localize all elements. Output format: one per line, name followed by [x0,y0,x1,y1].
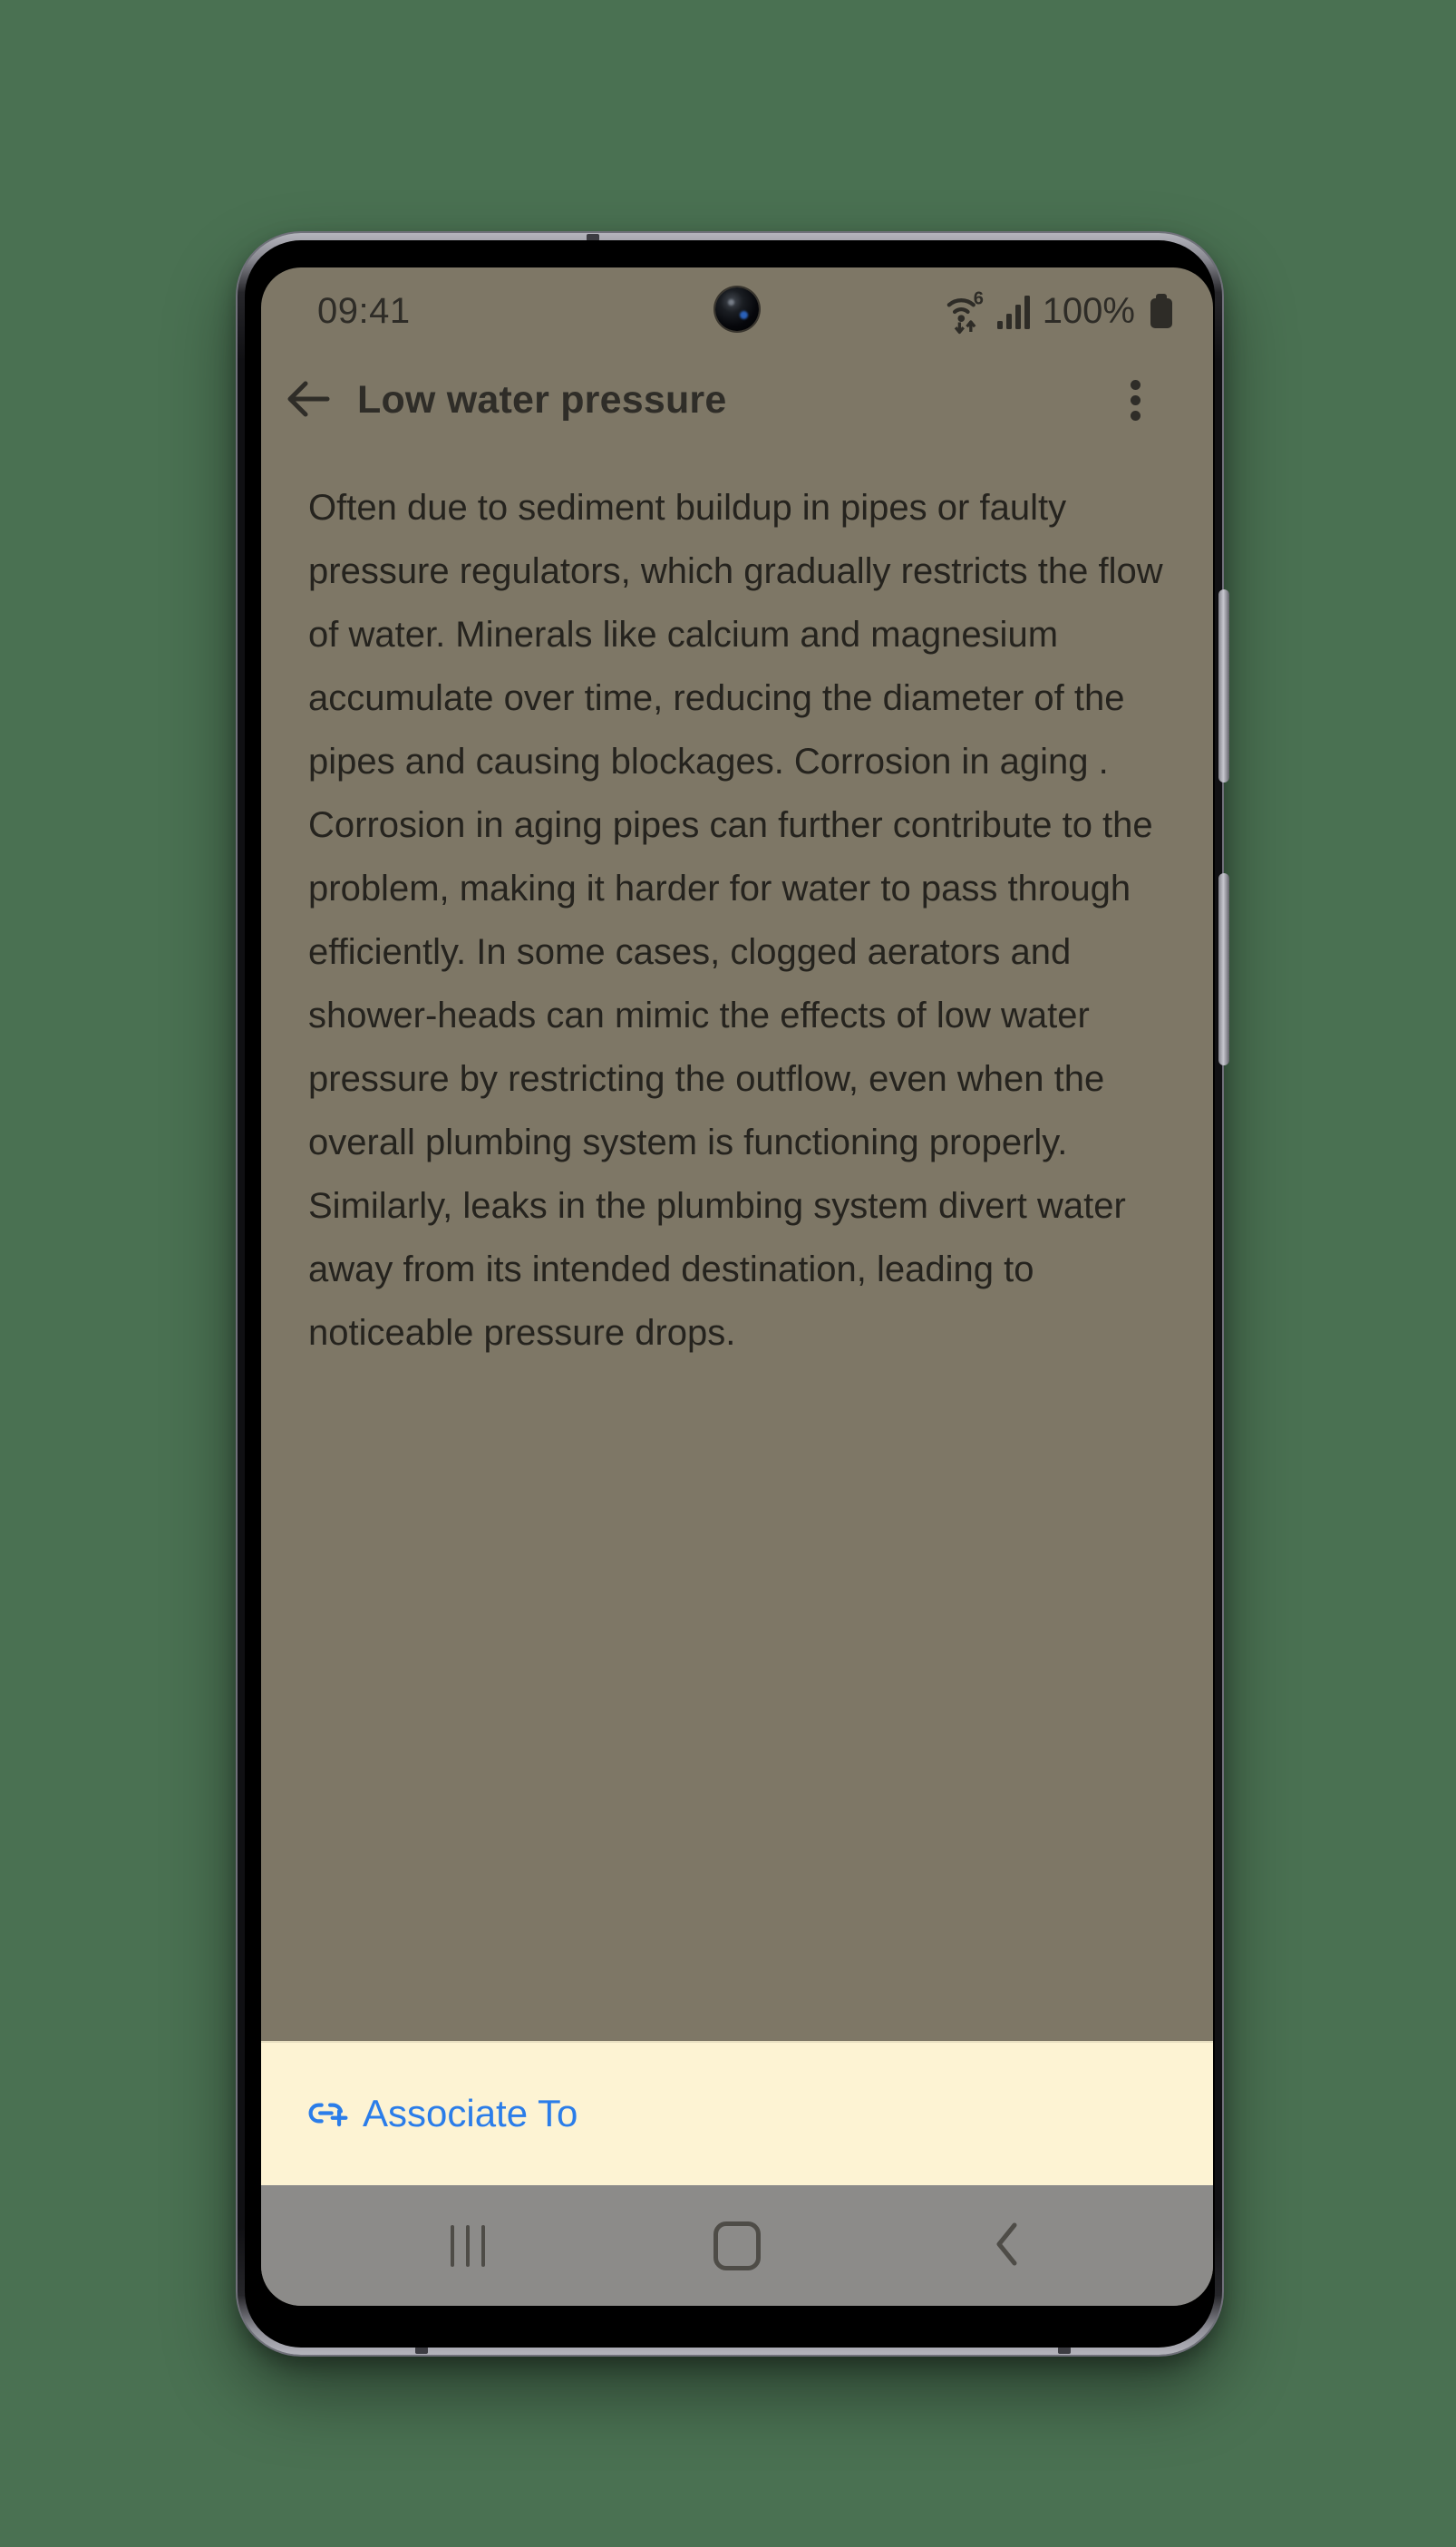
status-icons [946,287,1173,335]
svg-text:6: 6 [973,288,984,309]
home-icon [713,2221,761,2270]
kebab-menu-icon [1131,411,1141,421]
battery-icon [1150,294,1173,328]
wifi6-icon [946,287,988,335]
antenna-line [415,2347,428,2354]
recents-icon [451,2225,485,2267]
associate-bar [261,2041,1213,2185]
battery-percent-text: 100% [1042,290,1135,331]
kebab-menu-icon [1131,380,1141,390]
camera-punch-hole [715,287,759,331]
back-arrow-icon [286,377,331,423]
back-chevron-icon [993,2221,1020,2270]
article-text: Often due to sediment buildup in pipes or faulty pressure regulators, which gradually restricts the flow of water. Minerals like calcium and magnesium accumulate over time, reducing the diameter of the pipes and causing blockages. Corrosion in aging . Corrosion in aging pipes can further contribute to the problem, making it harder for water to pass through efficiently. In some cases, clogged aerators and shower-heads can mimic the effects of low water pressure by restricting the outflow, even when the overall plumbing system is functioning properly. Similarly, leaks in the plumbing system divert water away from its intended destination, leading to noticeable pressure drops. [308,488,1163,1353]
recents-button[interactable] [442,2219,493,2273]
signal-strength-icon [997,291,1032,331]
power-button[interactable] [1218,873,1229,1065]
phone-screen [261,267,1213,2306]
app-bar [261,355,1213,445]
phone-frame [238,233,1222,2355]
add-link-icon [308,2098,348,2128]
navigation-bar [261,2185,1213,2306]
camera-lens-glint [740,311,748,319]
volume-button[interactable] [1218,589,1229,783]
overflow-menu-button[interactable] [1113,374,1157,425]
clock-text: 09:41 [317,290,411,331]
nav-back-button[interactable] [981,2219,1032,2273]
antenna-line [1058,2347,1071,2354]
associate-to-label: Associate To [363,2091,578,2134]
back-button[interactable] [283,374,334,425]
phone-bezel [245,240,1215,2348]
kebab-menu-icon [1131,395,1141,405]
page-title: Low water pressure [357,377,727,422]
home-button[interactable] [712,2219,762,2273]
camera-lens-glint [728,299,734,306]
associate-to-link[interactable] [308,2092,578,2135]
status-bar [261,267,1213,355]
